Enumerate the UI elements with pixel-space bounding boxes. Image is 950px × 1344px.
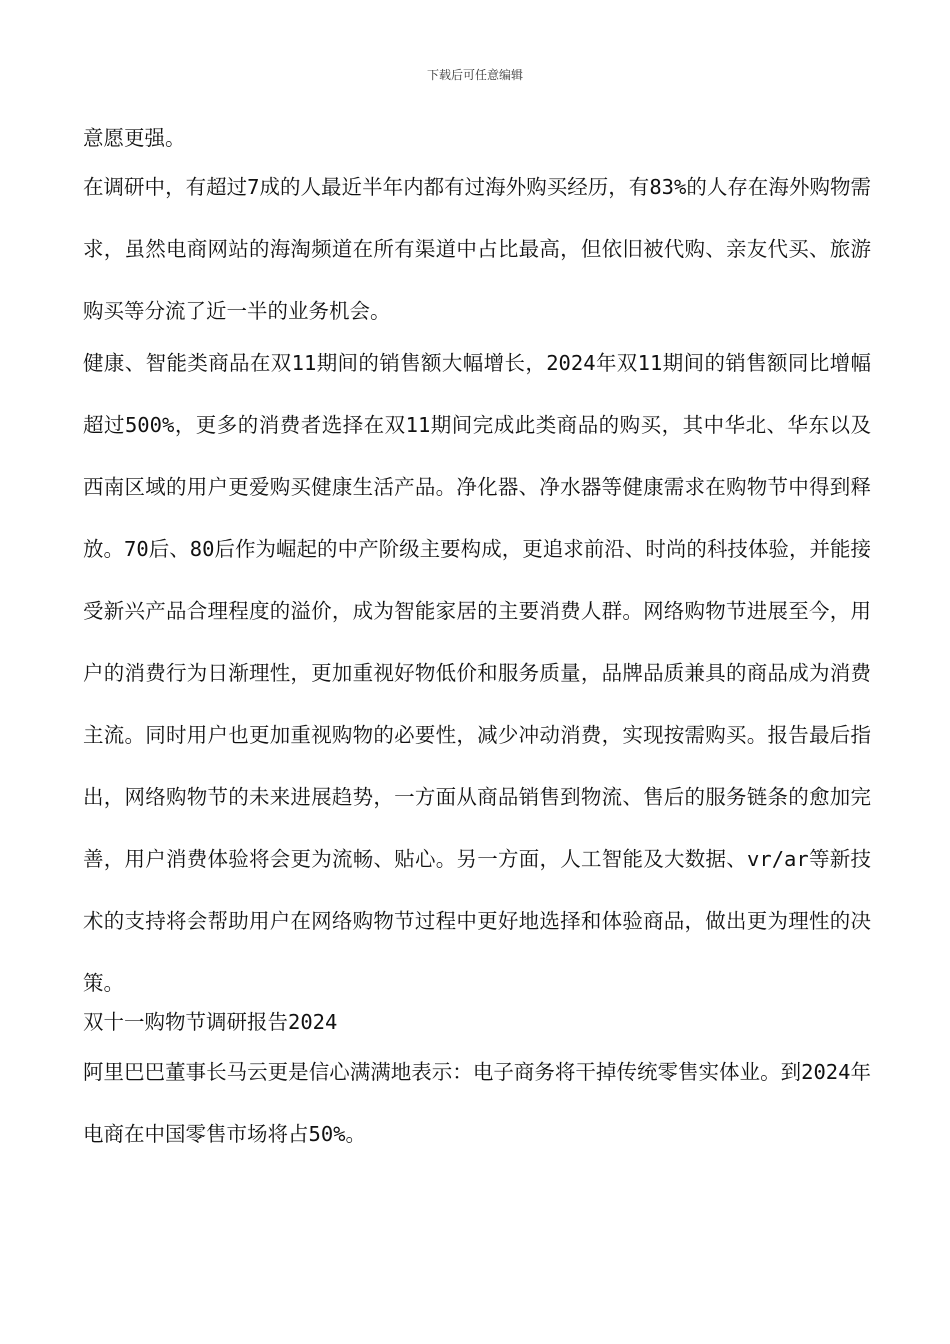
paragraph-jack-ma-quote: 阿里巴巴董事长马云更是信心满满地表示：电子商务将干掉传统零售实体业。到2024年电商在中国零售市场将占50%。 xyxy=(83,1060,871,1146)
page-header-note: 下载后可任意编辑 xyxy=(426,68,523,82)
paragraph-health-smart-goods: 健康、智能类商品在双11期间的销售额大幅增长，2024年双11期间的销售额同比增幅超过500%，更多的消费者选择在双11期间完成此类商品的购买，其中华北、华东以及西南区域的用户更爱购买健康生活产品。净化器、净水器等健康需求在购物节中得到释放。70后、80后作为崛起的中产阶级主要构成，更追求前沿、时尚的科技体验，并能接受新兴产品合理程度的溢价，成为智能家居的主要消费人群。网络购物节进展至今，用户的消费行为日渐理性，更加重视好物低价和服务质量，品牌品质兼具的商品成为消费主流。同时用户也更加重视购物的必要性，减少冲动消费，实现按需购买。报告最后指出，网络购物节的未来进展趋势，一方面从商品销售到物流、售后的服务链条的愈加完善，用户消费体验将会更为流畅、贴心。另一方面，人工智能及大数据、vr/ar等新技术的支持将会帮助用户在网络购物节过程中更好地选择和体验商品，做出更为理性的决策。 xyxy=(83,351,871,995)
paragraph-overseas-shopping: 在调研中，有超过7成的人最近半年内都有过海外购买经历，有83%的人存在海外购物需求，虽然电商网站的海淘频道在所有渠道中占比最高，但依旧被代购、亲友代买、旅游购买等分流了近一半的业务机会。 xyxy=(83,175,871,323)
section-title: 双十一购物节调研报告2024 xyxy=(83,1010,338,1034)
document-body xyxy=(83,118,871,1165)
paragraph-continuation: 意愿更强。 xyxy=(83,126,186,150)
